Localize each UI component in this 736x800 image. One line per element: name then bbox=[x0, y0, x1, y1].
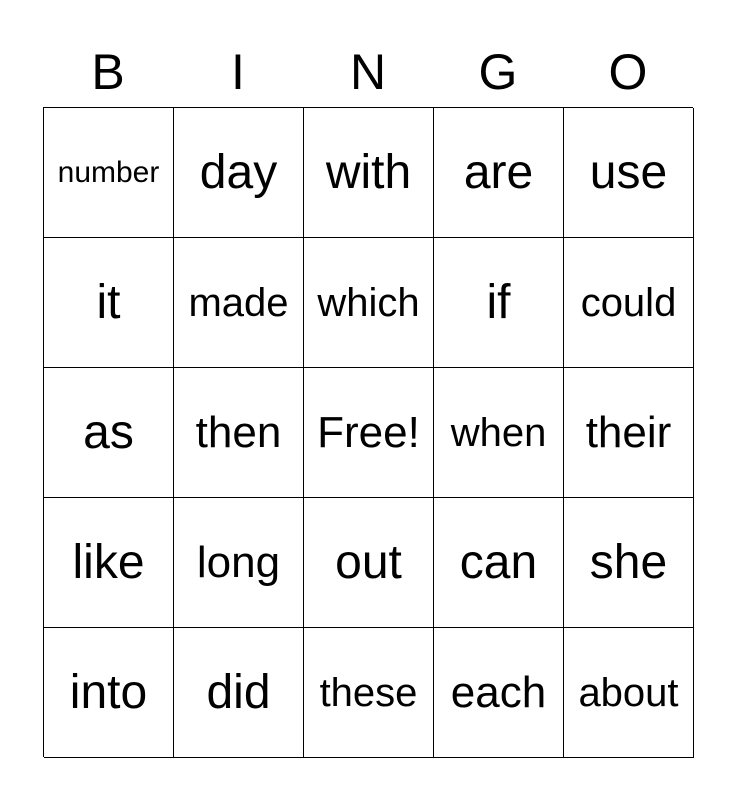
bingo-cell[interactable]: out bbox=[304, 498, 434, 628]
bingo-header bbox=[43, 40, 693, 104]
bingo-cell[interactable]: she bbox=[564, 498, 694, 628]
bingo-cell[interactable]: number bbox=[44, 108, 174, 238]
bingo-cell[interactable]: which bbox=[304, 238, 434, 368]
bingo-cell[interactable]: if bbox=[434, 238, 564, 368]
free-cell[interactable]: Free! bbox=[304, 368, 434, 498]
bingo-cell[interactable]: made bbox=[174, 238, 304, 368]
bingo-cell[interactable]: use bbox=[564, 108, 694, 238]
bingo-cell[interactable]: these bbox=[304, 628, 434, 758]
bingo-cell[interactable]: long bbox=[174, 498, 304, 628]
header-letter-b: B bbox=[91, 44, 125, 100]
bingo-cell[interactable]: day bbox=[174, 108, 304, 238]
bingo-board bbox=[43, 107, 693, 757]
bingo-cell[interactable]: can bbox=[434, 498, 564, 628]
bingo-cell[interactable]: then bbox=[174, 368, 304, 498]
header-letter-i: I bbox=[231, 44, 245, 100]
bingo-cell[interactable]: about bbox=[564, 628, 694, 758]
header-letter-n: N bbox=[349, 44, 387, 100]
bingo-cell[interactable]: their bbox=[564, 368, 694, 498]
bingo-cell[interactable]: did bbox=[174, 628, 304, 758]
header-letter-g: G bbox=[478, 44, 518, 100]
bingo-cell[interactable]: into bbox=[44, 628, 174, 758]
bingo-cell[interactable]: with bbox=[304, 108, 434, 238]
bingo-cell[interactable]: are bbox=[434, 108, 564, 238]
bingo-cell[interactable]: each bbox=[434, 628, 564, 758]
bingo-cell[interactable]: as bbox=[44, 368, 174, 498]
bingo-cell[interactable]: like bbox=[44, 498, 174, 628]
bingo-cell[interactable]: when bbox=[434, 368, 564, 498]
bingo-cell[interactable]: could bbox=[564, 238, 694, 368]
header-letter-o: O bbox=[608, 44, 648, 100]
bingo-cell[interactable]: it bbox=[44, 238, 174, 368]
